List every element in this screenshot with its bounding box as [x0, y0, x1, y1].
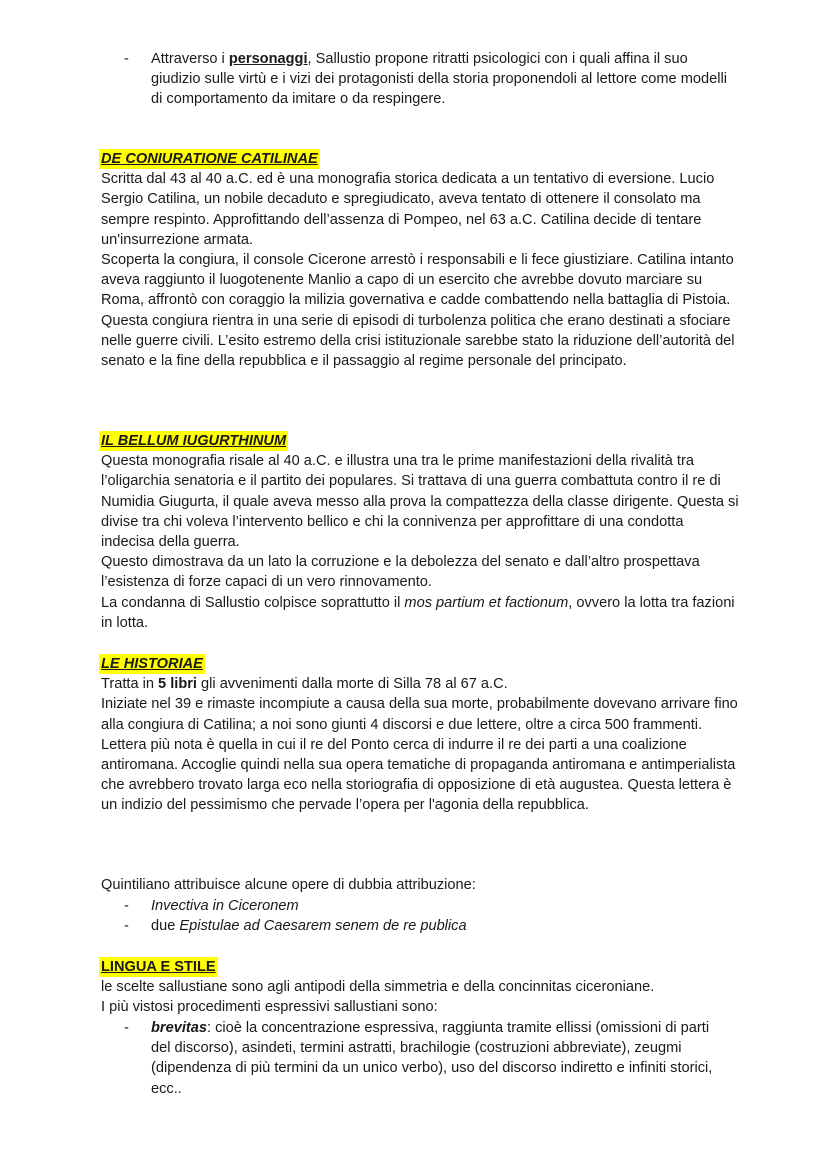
- iugurthinum-p3-pre: La condanna di Sallustio colpisce soprattutto il: [101, 594, 405, 611]
- section-catilinae: [101, 149, 741, 371]
- stile-item-text: : cioè la concentrazione espressiva, raggiunta tramite ellissi (omissioni di parti del discorso), asindeti, termini astratti, brachilogie (costruzioni abbreviate), zeugmi (dipendenza di più termini da un unico verbo), uso del discorso indiretto e infiniti storici, ecc..: [151, 1020, 713, 1097]
- bullet-dash: -: [124, 1020, 129, 1036]
- bullet-dash: -: [124, 898, 129, 914]
- iugurthinum-paragraph-1: Questa monografia risale al 40 a.C. e illustra una tra le prime manifestazioni della rivalità tra l’oligarchia senatoria e il partito dei populares. Si trattava di una guerra combattuta contro il re di Numidia Giugurta, il quale aveva messo alla prova la compattezza della classe dirigente. Questa si divise tra chi voleva l’intervento bellico e chi la connivenza per approfittare di una condotta indecisa della guerra.: [101, 453, 739, 551]
- dubbia-item-1-italic: Invectiva in Ciceronem: [151, 898, 299, 914]
- stile-paragraph-1: le scelte sallustiane sono agli antipodi della simmetria e della concinnitas ciceroniane.: [101, 979, 655, 996]
- catilinae-paragraph-1: Scritta dal 43 al 40 a.C. ed è una monografia storica dedicata a un tentativo di eversione. Lucio Sergio Catilina, un nobile decaduto e spregiudicato, aveva tentato di ottenere il consolato ma sempre respinto. Approfittando dell’assenza di Pompeo, nel 63 a.C. Catilina decide di tentare un'insurrezione armata.: [101, 171, 715, 248]
- section-stile: [101, 957, 741, 1018]
- section-heading-stile: LINGUA E STILE: [99, 957, 218, 977]
- section-historiae: [101, 654, 741, 816]
- historiae-p1-pre: Tratta in: [101, 676, 159, 693]
- iugurthinum-p3-post: , ovvero la lotta tra fazioni in lotta.: [101, 594, 735, 631]
- intro-term: personaggi: [228, 51, 308, 67]
- section-heading-catilinae: DE CONIURATIONE CATILINAE: [99, 149, 320, 169]
- section-iugurthinum: [101, 431, 741, 633]
- section-heading-historiae: LE HISTORIAE: [99, 654, 205, 674]
- catilinae-paragraph-2: Scoperta la congiura, il console Cicerone arrestò i responsabili e li fece giustiziare. Catilina intanto aveva raggiunto il luogotenente Manlio a capo di un esercito che avrebbe dovuto marciare su Roma, affrontò con coraggio la milizia governativa e cadde combattendo nella battaglia di Pistoia.: [101, 252, 734, 309]
- historiae-paragraph-1: [101, 674, 741, 694]
- bullet-dash: -: [124, 51, 129, 67]
- historiae-p1-bold: 5 libri: [158, 676, 197, 693]
- historiae-paragraph-3: Lettera più nota è quella in cui il re del Ponto cerca di indurre il re dei parti a una coalizione antiromana. Accoglie quindi nella sua opera tematiche di propaganda antiromana e antimperialista che avrebbero trovato larga eco nella storiografia di opposizione di età augustea. Questa lettera è un indizio del pessimismo che pervade l’opera per l'agonia della repubblica.: [101, 736, 736, 814]
- dubbia-item-2-italic: Epistulae ad Caesarem senem de re publica: [179, 918, 467, 934]
- dubbia-intro: Quintiliano attribuisce alcune opere di dubbia attribuzione:: [101, 877, 476, 893]
- dubbia-item-1: [151, 896, 731, 916]
- iugurthinum-paragraph-2: Questo dimostrava da un lato la corruzione e la debolezza del senato e dall’altro prospettava l’esistenza di forze capaci di un vero rinnovamento.: [101, 554, 700, 591]
- section-heading-iugurthinum: IL BELLUM IUGURTHINUM: [99, 431, 288, 451]
- iugurthinum-p3-italic: mos partium et factionum: [404, 594, 569, 611]
- intro-post: , Sallustio propone ritratti psicologici con i quali affina il suo giudizio sulle virtù e i vizi dei protagonisti della storia proponendoli al lettore come modelli di comportamento da imitare o da respingere.: [151, 51, 727, 108]
- stile-paragraph-2: I più vistosi procedimenti espressivi sallustiani sono:: [101, 999, 438, 1016]
- dubbia-item-2: [151, 916, 731, 936]
- stile-item-brevitas: [151, 1018, 731, 1099]
- historiae-paragraph-2: Iniziate nel 39 e rimaste incompiute a causa della sua morte, probabilmente dovevano arrivare fino alla congiura di Catilina; a noi sono giunti 4 discorsi e due lettere, oltre a circa 500 frammenti.: [101, 696, 738, 733]
- intro-bullet-text: [151, 49, 731, 110]
- historiae-p1-post: gli avvenimenti dalla morte di Silla 78 al 67 a.C.: [196, 676, 508, 693]
- bullet-dash: -: [124, 918, 129, 934]
- dubbia-item-2-pre: due: [151, 918, 180, 934]
- intro-pre: Attraverso i: [151, 51, 229, 67]
- catilinae-paragraph-3: Questa congiura rientra in una serie di episodi di turbolenza politica che erano destinati a sfociare nelle guerre civili. L’esito estremo della crisi istituzionale sarebbe stato la riduzione dell’autorità del senato e la fine della repubblica e il passaggio al regime personale del principato.: [101, 312, 735, 370]
- iugurthinum-paragraph-3: [101, 593, 741, 633]
- stile-item-term: brevitas: [151, 1020, 207, 1036]
